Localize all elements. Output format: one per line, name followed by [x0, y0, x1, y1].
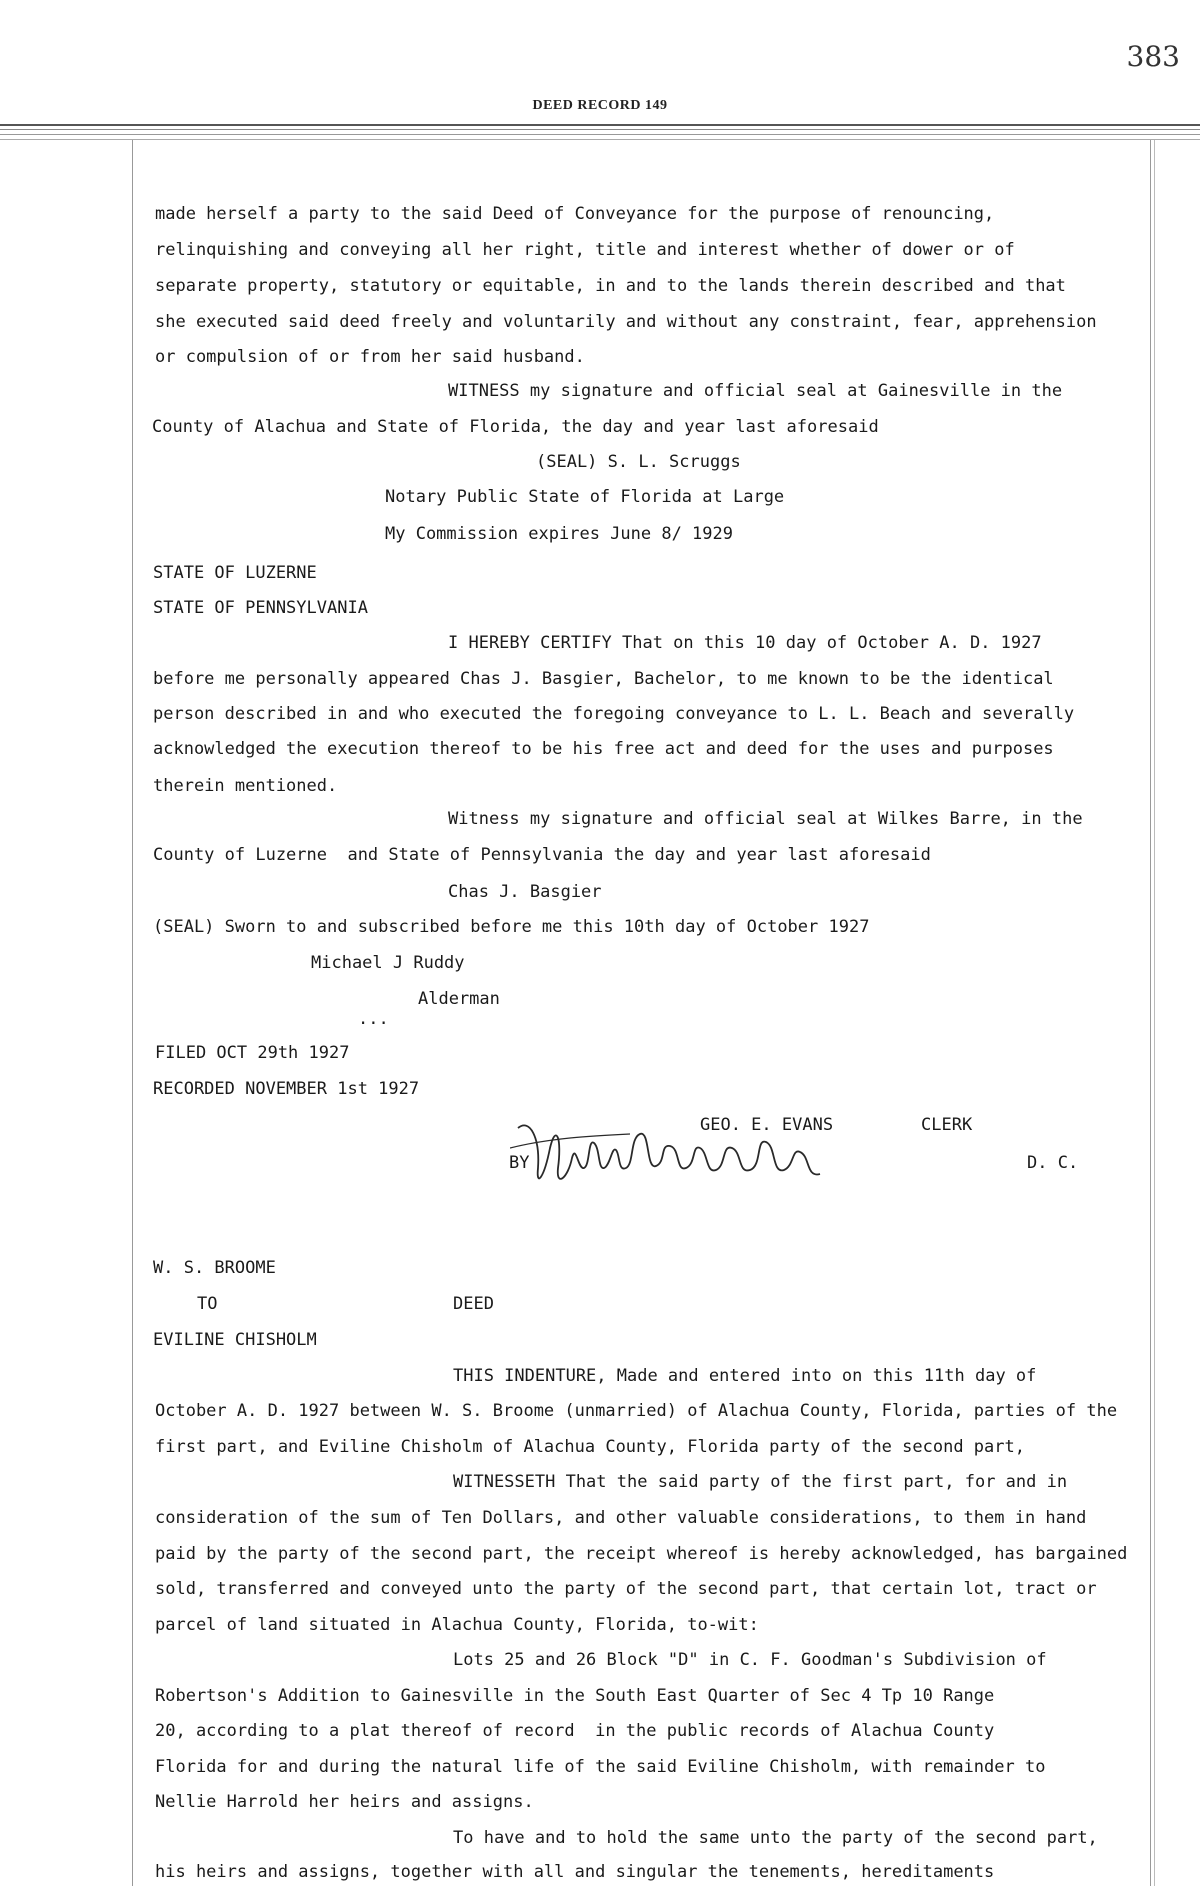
- left-margin-line: [132, 140, 133, 1886]
- body-line: Nellie Harrold her heirs and assigns.: [155, 1792, 534, 1812]
- right-margin-line: [1154, 140, 1155, 1886]
- habendum-line: To have and to hold the same unto the party of the second part,: [453, 1828, 1098, 1848]
- body-line: October A. D. 1927 between W. S. Broome (unmarried) of Alachua County, Florida, parties of the: [155, 1401, 1118, 1421]
- witnesseth-line: WITNESSETH That the said party of the first part, for and in: [453, 1472, 1068, 1492]
- venue-line: STATE OF LUZERNE: [153, 563, 317, 583]
- witness-line: Witness my signature and official seal at Wilkes Barre, in the: [448, 809, 1083, 829]
- body-line: County of Luzerne and State of Pennsylvania the day and year last aforesaid: [153, 845, 931, 865]
- header-rule: [0, 129, 1200, 130]
- body-line: she executed said deed freely and voluntarily and without any constraint, fear, apprehension: [155, 312, 1097, 332]
- recorded-line: RECORDED NOVEMBER 1st 1927: [153, 1079, 420, 1099]
- clerk-title: CLERK: [921, 1115, 973, 1135]
- body-line: first part, and Eviline Chisholm of Alachua County, Florida party of the second part,: [155, 1437, 1025, 1457]
- header-rule: [0, 139, 1200, 140]
- body-line: person described in and who executed the foregoing conveyance to L. L. Beach and severally: [153, 704, 1075, 724]
- body-line: parcel of land situated in Alachua County, Florida, to-wit:: [155, 1615, 759, 1635]
- body-line: sold, transferred and conveyed unto the party of the second part, that certain lot, tract or: [155, 1579, 1097, 1599]
- body-line: County of Alachua and State of Florida, the day and year last aforesaid: [152, 417, 879, 437]
- instrument-type: DEED: [453, 1294, 494, 1314]
- officer-name: Michael J Ruddy: [311, 953, 465, 973]
- legal-description-line: Lots 25 and 26 Block "D" in C. F. Goodman's Subdivision of: [453, 1650, 1047, 1670]
- handwritten-signature: [510, 1108, 890, 1208]
- notary-title-line: Notary Public State of Florida at Large: [385, 487, 785, 507]
- body-line: therein mentioned.: [153, 776, 338, 796]
- officer-title: Alderman: [418, 989, 500, 1009]
- body-line: or compulsion of or from her said husband.: [155, 347, 585, 367]
- clerk-name: GEO. E. EVANS: [700, 1115, 834, 1135]
- jurat-line: (SEAL) Sworn to and subscribed before me this 10th day of October 1927: [153, 917, 870, 937]
- by-label: BY: [509, 1153, 530, 1173]
- body-line: Robertson's Addition to Gainesville in the South East Quarter of Sec 4 Tp 10 Range: [155, 1686, 995, 1706]
- body-line: paid by the party of the second part, the receipt whereof is hereby acknowledged, has bargained: [155, 1544, 1128, 1564]
- commission-line: My Commission expires June 8/ 1929: [385, 524, 733, 544]
- deputy-clerk-label: D. C.: [1027, 1153, 1079, 1173]
- venue-line: STATE OF PENNSYLVANIA: [153, 598, 368, 618]
- ellipsis-mark: ...: [358, 1009, 389, 1029]
- body-line: Florida for and during the natural life of the said Eviline Chisholm, with remainder to: [155, 1757, 1046, 1777]
- body-line: before me personally appeared Chas J. Basgier, Bachelor, to me known to be the identical: [153, 669, 1054, 689]
- right-margin-line: [1150, 140, 1151, 1886]
- grantor-name: W. S. BROOME: [153, 1258, 276, 1278]
- body-line: acknowledged the execution thereof to be his free act and deed for the uses and purposes: [153, 739, 1054, 759]
- witness-line: WITNESS my signature and official seal at Gainesville in the: [448, 381, 1063, 401]
- to-label: TO: [197, 1294, 218, 1314]
- notary-seal-line: (SEAL) S. L. Scruggs: [536, 452, 741, 472]
- record-book-title: DEED RECORD 149: [532, 98, 668, 113]
- header-rule: [0, 134, 1200, 135]
- certify-line: I HEREBY CERTIFY That on this 10 day of October A. D. 1927: [448, 633, 1042, 653]
- body-line: his heirs and assigns, together with all and singular the tenements, hereditaments: [155, 1862, 995, 1882]
- body-line: 20, according to a plat thereof of record in the public records of Alachua County: [155, 1721, 995, 1741]
- grantee-name: EVILINE CHISHOLM: [153, 1330, 317, 1350]
- page-number: 383: [1126, 40, 1180, 73]
- body-line: separate property, statutory or equitable, in and to the lands therein described and that: [155, 276, 1066, 296]
- filed-line: FILED OCT 29th 1927: [155, 1043, 350, 1063]
- signer-name: Chas J. Basgier: [448, 882, 602, 902]
- header-rule: [0, 124, 1200, 126]
- body-line: relinquishing and conveying all her right, title and interest whether of dower or of: [155, 240, 1015, 260]
- body-line: consideration of the sum of Ten Dollars, and other valuable considerations, to them in hand: [155, 1508, 1087, 1528]
- indenture-line: THIS INDENTURE, Made and entered into on this 11th day of: [453, 1366, 1037, 1386]
- body-line: made herself a party to the said Deed of Conveyance for the purpose of renouncing,: [155, 204, 995, 224]
